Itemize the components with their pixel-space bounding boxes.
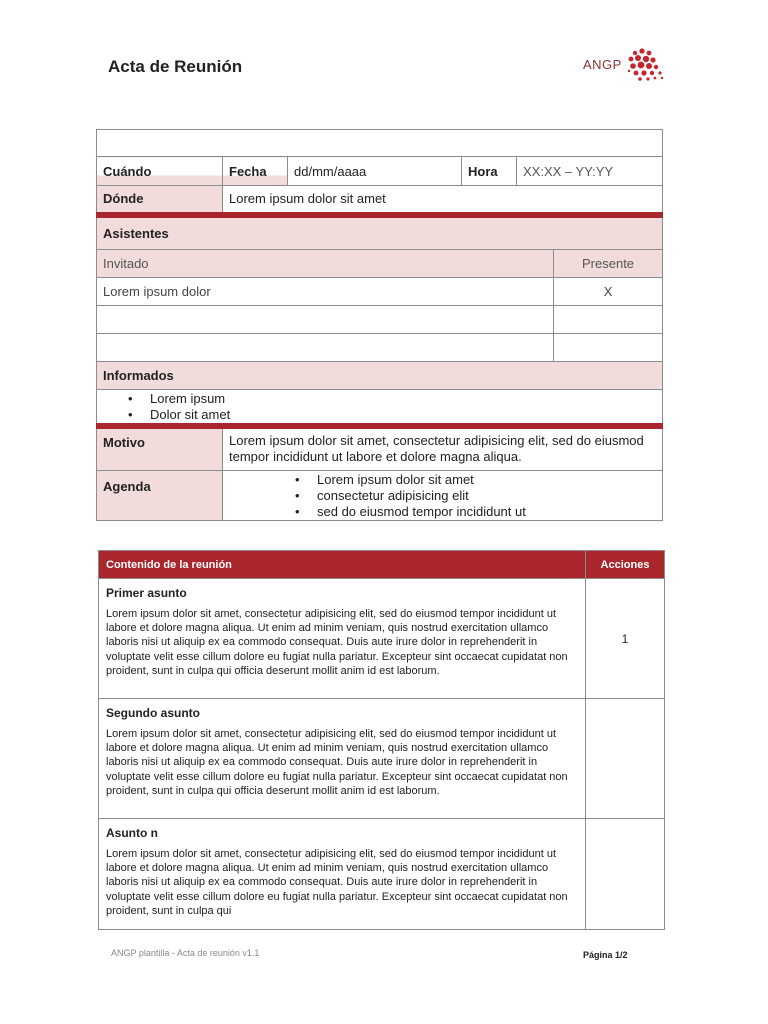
agenda-list-cell (223, 470, 663, 520)
fecha-label: Fecha (223, 157, 288, 186)
actions-column-header: Acciones (586, 551, 665, 579)
informados-list (150, 391, 656, 423)
document-title: Acta de Reunión (108, 57, 243, 76)
topic-action[interactable]: 1 (586, 579, 665, 699)
informados-item: • Lorem ipsum (150, 391, 656, 407)
cuando-label: Cuándo (97, 157, 223, 186)
logo-sphere-icon (625, 47, 665, 83)
attendee-present-empty[interactable] (554, 334, 663, 362)
invitado-header: Invitado (97, 250, 554, 278)
motivo-value[interactable]: Lorem ipsum dolor sit amet, consectetur adipisicing elit, sed do eiusmod tempor incididunt ut labore et dolore magna aliqua. (223, 426, 663, 470)
meeting-info-table (96, 129, 663, 521)
agenda-item: • consectetur adipisicing elit (317, 488, 656, 504)
footer-page-number: Página 1/2 (583, 950, 628, 960)
agenda-list (317, 471, 656, 520)
topic-row (99, 819, 665, 930)
topic-row (99, 579, 665, 699)
topic-action[interactable] (586, 699, 665, 819)
topic-cell[interactable] (99, 699, 586, 819)
attendee-name-empty[interactable] (97, 334, 554, 362)
angp-logo (583, 47, 667, 83)
donde-label: Dónde (97, 186, 223, 215)
informados-list-cell (97, 390, 663, 427)
attendee-row-empty (97, 334, 663, 362)
agenda-item: • Lorem ipsum dolor sit amet (317, 472, 656, 488)
meeting-content-table (98, 550, 665, 930)
topic-cell[interactable] (99, 819, 586, 930)
hora-value[interactable]: XX:XX – YY:YY (517, 157, 663, 186)
asistentes-section-label: Asistentes (97, 215, 663, 250)
donde-value[interactable]: Lorem ipsum dolor sit amet (223, 186, 663, 215)
informados-section-label: Informados (97, 362, 663, 390)
logo-text: ANGP (583, 57, 622, 72)
agenda-label: Agenda (97, 470, 223, 520)
topic-body: Lorem ipsum dolor sit amet, consectetur adipisicing elit, sed do eiusmod tempor incididunt ut labore et dolore magna aliqua. Ut enim ad minim veniam, quis nostrud exercitation ullamco laboris nisi ut aliquip ex ea commodo consequat. Duis aute irure dolor in reprehenderit in voluptate velit esse cillum dolore eu fugiat nulla pariatur. Excepteur sint occaecat cupidatat non proident, sunt in culpa qui (106, 848, 568, 917)
empty-header-row (97, 130, 663, 157)
topic-body: Lorem ipsum dolor sit amet, consectetur adipisicing elit, sed do eiusmod tempor incididunt ut labore et dolore magna aliqua. Ut enim ad minim veniam, quis nostrud exercitation ullamco laboris nisi ut aliquip ex ea commodo consequat. Duis aute irure dolor in reprehenderit in voluptate velit esse cillum dolore eu fugiat nulla pariatur. Excepteur sint occaecat cupidatat non proident, sunt in culpa qui officia deserunt mollit anim id est laborum. (106, 608, 568, 677)
hora-label: Hora (462, 157, 517, 186)
topic-row (99, 699, 665, 819)
motivo-label: Motivo (97, 426, 223, 470)
attendee-present[interactable]: X (554, 278, 663, 306)
topic-body: Lorem ipsum dolor sit amet, consectetur adipisicing elit, sed do eiusmod tempor incididunt ut labore et dolore magna aliqua. Ut enim ad minim veniam, quis nostrud exercitation ullamco laboris nisi ut aliquip ex ea commodo consequat. Duis aute irure dolor in reprehenderit in voluptate velit esse cillum dolore eu fugiat nulla pariatur. Excepteur sint occaecat cupidatat non proident, sunt in culpa qui officia deserunt mollit anim id est laborum. (106, 728, 568, 797)
topic-title: Segundo asunto (106, 706, 200, 720)
topic-title: Asunto n (106, 826, 158, 840)
informados-item: • Dolor sit amet (150, 407, 656, 423)
attendee-present-empty[interactable] (554, 306, 663, 334)
content-column-header: Contenido de la reunión (99, 551, 586, 579)
fecha-value[interactable]: dd/mm/aaaa (288, 157, 462, 186)
agenda-item: • sed do eiusmod tempor incididunt ut (317, 504, 656, 520)
presente-header: Presente (554, 250, 663, 278)
attendee-row-empty (97, 306, 663, 334)
attendee-name[interactable]: Lorem ipsum dolor (97, 278, 554, 306)
footer-template-name: ANGP plantilla - Acta de reunión v1.1 (111, 948, 260, 958)
topic-cell[interactable] (99, 579, 586, 699)
topic-action[interactable] (586, 819, 665, 930)
attendee-row (97, 278, 663, 306)
topic-title: Primer asunto (106, 586, 187, 600)
attendee-name-empty[interactable] (97, 306, 554, 334)
